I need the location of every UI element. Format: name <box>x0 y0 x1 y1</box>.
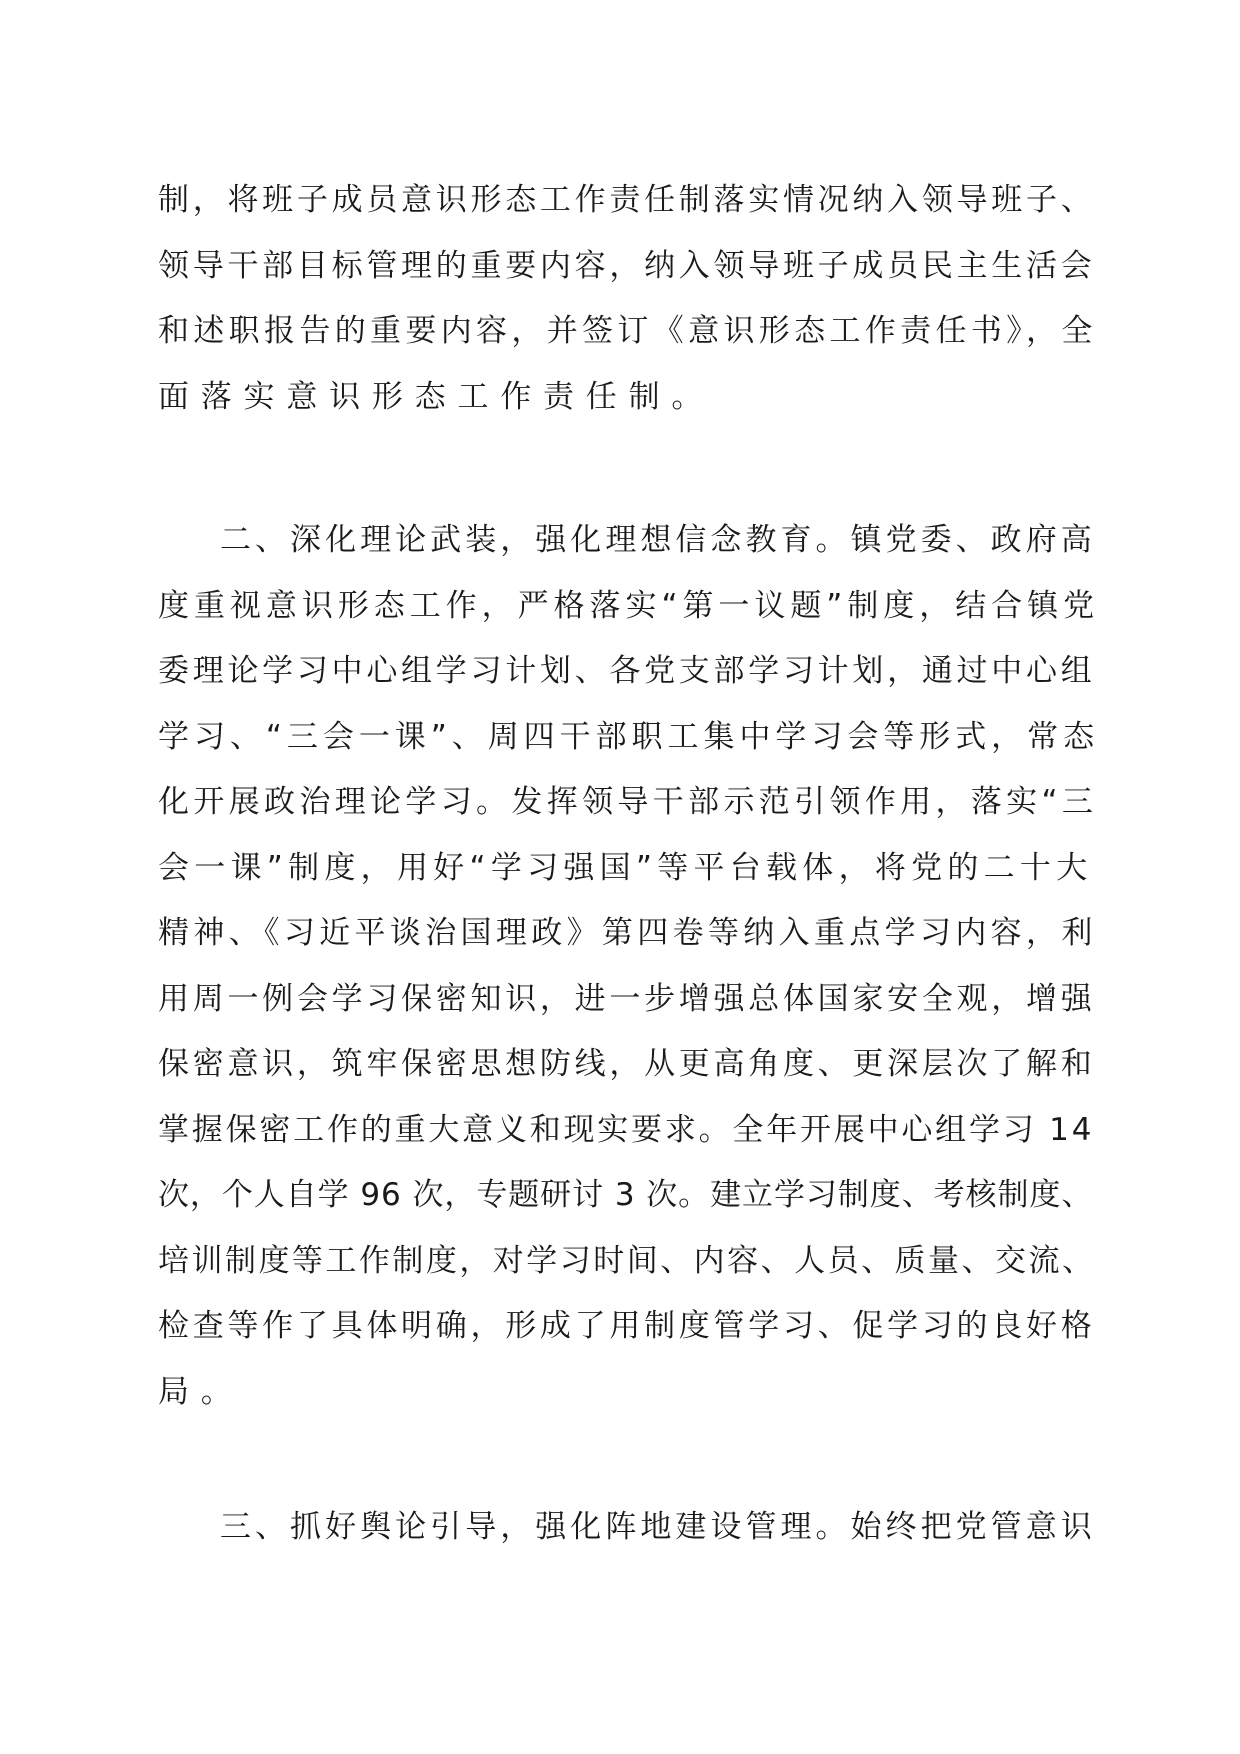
text-line: 会一课”制度，用好“学习强国”等平台载体，将党的二十大 <box>158 849 1093 886</box>
section-heading-line: 三、抓好舆论引导，强化阵地建设管理。始终把党管意识 <box>220 1509 1096 1545</box>
section-heading-line: 二、深化理论武装，强化理想信念教育。镇党委、政府高 <box>220 522 1096 558</box>
text-line: 用周一例会学习保密知识，进一步增强总体国家安全观，增强 <box>158 980 1096 1017</box>
text-line: 掌握保密工作的重大意义和现实要求。全年开展中心组学习 14 <box>158 1111 1095 1148</box>
paragraph-responsibility-system <box>158 168 1098 430</box>
text-line: 度重视意识形态工作，严格落实“第一议题”制度，结合镇党 <box>158 587 1100 624</box>
text-line: 制，将班子成员意识形态工作责任制落实情况纳入领导班子、 <box>158 182 1096 218</box>
text-line: 委理论学习中心组学习计划、各党支部学习计划，通过中心组 <box>158 653 1096 689</box>
text-line: 学习、“三会一课”、周四干部职工集中学习会等形式，常态 <box>158 718 1100 755</box>
text-line: 培训制度等工作制度，对学习时间、内容、人员、质量、交流、 <box>158 1242 1096 1279</box>
text-line: 和述职报告的重要内容，并签订《意识形态工作责任书》，全 <box>158 313 1097 349</box>
text-line: 面落实意识形态工作责任制。 <box>158 378 715 415</box>
text-line: 精神、《习近平谈治国理政》第四卷等纳入重点学习内容，利 <box>158 915 1097 951</box>
text-line: 化开展政治理论学习。发挥领导干部示范引领作用，落实“三 <box>158 784 1098 820</box>
text-line: 保密意识，筑牢保密思想防线，从更高角度、更深层次了解和 <box>158 1046 1096 1082</box>
text-line: 领导干部目标管理的重要内容，纳入领导班子成员民主生活会 <box>158 247 1096 284</box>
text-line: 检查等作了具体明确，形成了用制度管学习、促学习的良好格 <box>158 1308 1096 1344</box>
text-line: 局。 <box>158 1373 244 1410</box>
paragraph-public-opinion <box>158 1495 1098 1561</box>
paragraph-theory-study <box>158 508 1098 1425</box>
text-line: 次，个人自学 96 次，专题研讨 3 次。建立学习制度、考核制度、 <box>158 1177 1094 1213</box>
